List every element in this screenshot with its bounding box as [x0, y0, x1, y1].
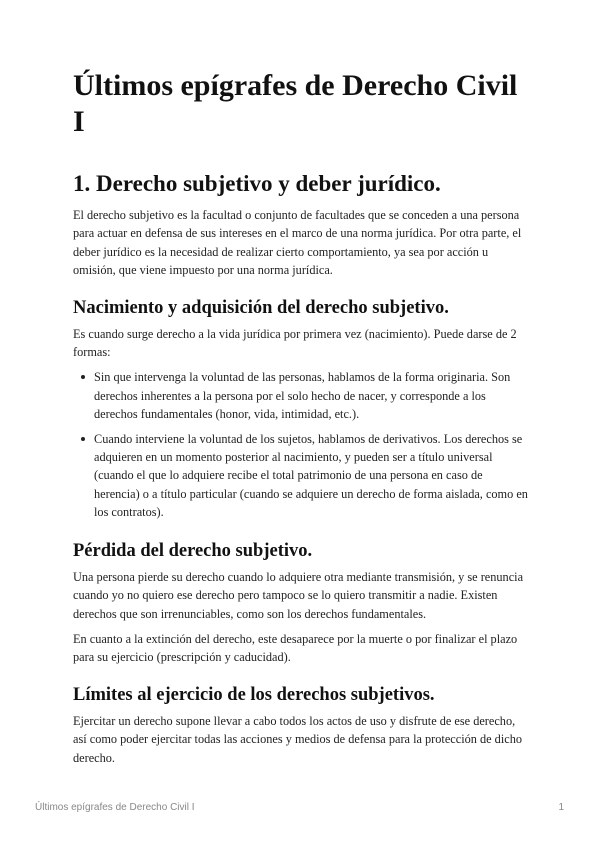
footer-title: Últimos epígrafes de Derecho Civil I — [35, 802, 195, 813]
nacimiento-bullet-list — [73, 368, 528, 521]
perdida-paragraph-1: Una persona pierde su derecho cuando lo adquiere otra mediante transmisión, y se renuncia cuando yo no quiero ese derecho pero tampoco se lo quiero transmitir a nadie. Existen derechos que son irrenunciables, como son los derechos fundamentales. — [73, 569, 524, 621]
list-item-text: Cuando interviene la voluntad de los sujetos, hablamos de derivativos. Los derechos se adquieren en un momento posterior al nacimiento, y pueden ser a título universal (cuando el que lo adquiere recibe el total patrimonio de una persona en caso de herencia) o a título particular (cuando se adquiere un derecho de forma aislada, como en los contratos). — [94, 431, 528, 520]
list-item — [94, 368, 528, 423]
section-heading-1: 1. Derecho subjetivo y deber jurídico. — [73, 171, 441, 196]
document-title: Últimos epígrafes de Derecho Civil I — [73, 69, 518, 138]
list-item-text: Sin que intervenga la voluntad de las personas, hablamos de la forma originaria. Son derechos inherentes a la persona por el solo hecho de nacer, y corresponde a los derechos fundamentales (honor, vida, intimidad, etc.). — [94, 370, 511, 422]
page-number: 1 — [558, 802, 564, 813]
subsection-heading-perdida: Pérdida del derecho subjetivo. — [73, 540, 313, 561]
bullet-icon — [81, 437, 85, 441]
bullet-icon — [81, 375, 85, 379]
subsection-heading-limites: Límites al ejercicio de los derechos subjetivos. — [73, 684, 435, 705]
section-1-paragraph: El derecho subjetivo es la facultad o conjunto de facultades que se conceden a una persona para actuar en defensa de sus intereses en el marco de una norma jurídica. Por otra parte, el deber jurídico es la necesidad de realizar cierto comportamiento, ya sea por acción u omisión, que viene impuesto por una norma jurídica. — [73, 208, 522, 278]
list-item — [94, 430, 528, 522]
page-footer — [35, 802, 564, 813]
document-page — [73, 68, 528, 774]
perdida-paragraph-2: En cuanto a la extinción del derecho, este desaparece por la muerte o por finalizar el plazo para su ejercicio (prescripción y caducidad). — [73, 631, 518, 665]
limites-paragraph: Ejercitar un derecho supone llevar a cabo todos los actos de uso y disfrute de ese derecho, así como poder ejercitar todas las acciones y medios de defensa para la protección de dicho derecho. — [73, 713, 522, 765]
nacimiento-paragraph: Es cuando surge derecho a la vida jurídica por primera vez (nacimiento). Puede darse de 2 formas: — [73, 326, 517, 360]
subsection-heading-nacimiento: Nacimiento y adquisición del derecho subjetivo. — [73, 297, 449, 318]
